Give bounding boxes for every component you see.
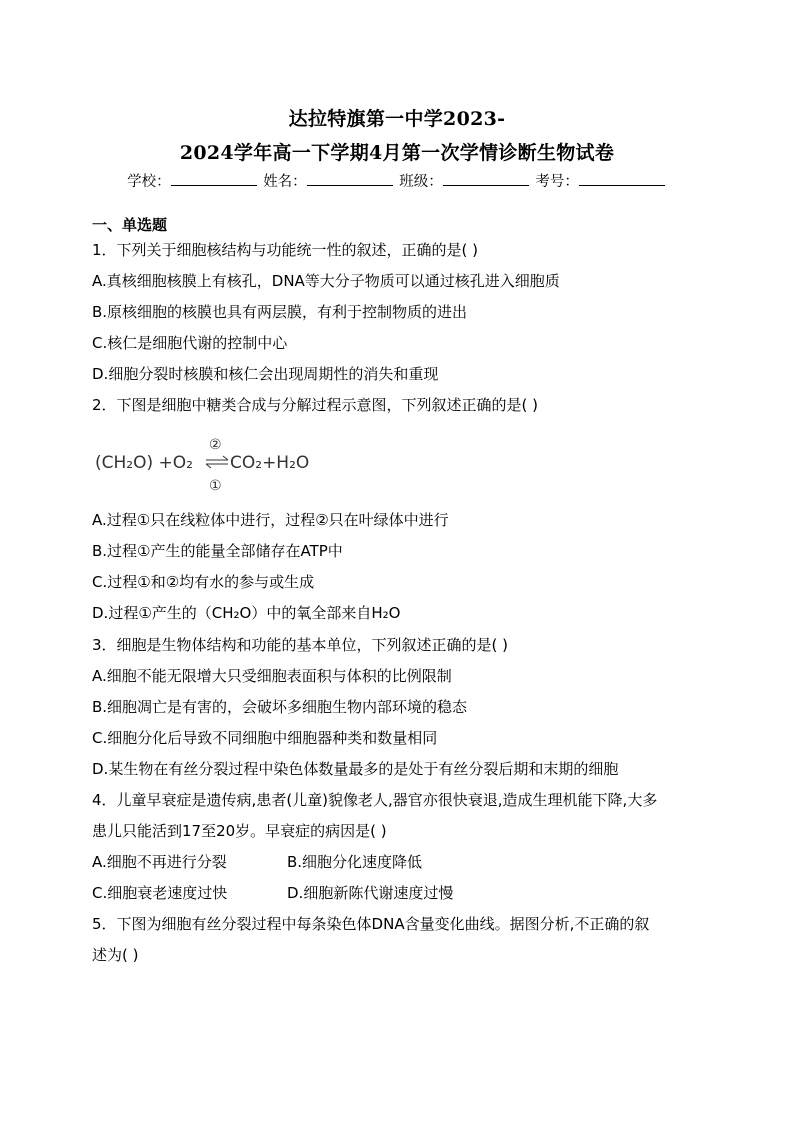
question-5-stem-line2: 述为( )	[92, 946, 139, 964]
question-4-option-b: B.细胞分化速度降低	[287, 853, 423, 871]
question-3-stem: 3．细胞是生物体结构和功能的基本单位，下列叙述正确的是( )	[92, 636, 509, 654]
school-blank[interactable]	[171, 171, 257, 186]
student-info-row	[0, 170, 794, 191]
question-4-option-d: D.细胞新陈代谢速度过慢	[287, 884, 454, 902]
question-1-option-b: B.原核细胞的核膜也具有两层膜，有利于控制物质的进出	[92, 303, 468, 321]
question-2-option-d: D.过程①产生的（CH₂O）中的氧全部来自H₂O	[92, 604, 401, 622]
question-3-option-a: A.细胞不能无限增大只受细胞表面积与体积的比例限制	[92, 667, 452, 685]
question-2-option-a: A.过程①只在线粒体中进行，过程②只在叶绿体中进行	[92, 511, 449, 529]
question-3-option-b: B.细胞凋亡是有害的，会破坏多细胞生物内部环境的稳态	[92, 698, 468, 716]
reaction-formula	[95, 434, 335, 494]
formula-label-bottom: ①	[209, 478, 222, 494]
question-4-stem-line2: 患儿只能活到17至20岁。早衰症的病因是( )	[92, 822, 387, 840]
name-blank[interactable]	[307, 171, 393, 186]
question-1-option-c: C.核仁是细胞代谢的控制中心	[92, 334, 288, 352]
school-label: 学校：	[127, 174, 171, 190]
question-4-stem-line1: 4．儿童早衰症是遗传病,患者(儿童)貌像老人,器官亦很快衰退,造成生理机能下降,大多	[92, 791, 658, 809]
exam-number-blank[interactable]	[579, 171, 665, 186]
question-2-option-c: C.过程①和②均有水的参与或生成	[92, 573, 315, 591]
exam-title-line2: 2024学年高一下学期4月第一次学情诊断生物试卷	[179, 142, 615, 164]
class-label: 班级：	[399, 174, 443, 190]
question-4-option-a: A.细胞不再进行分裂	[92, 853, 227, 871]
question-3-option-c: C.细胞分化后导致不同细胞中细胞器种类和数量相同	[92, 729, 438, 747]
formula-label-top: ②	[209, 437, 222, 453]
section-title: 一、单选题	[92, 216, 168, 234]
question-1-option-d: D.细胞分裂时核膜和核仁会出现周期性的消失和重现	[92, 365, 439, 383]
question-2-option-b: B.过程①产生的能量全部储存在ATP中	[92, 542, 343, 560]
question-1-stem: 1．下列关于细胞核结构与功能统一性的叙述，正确的是( )	[92, 241, 479, 259]
question-4-option-row-2	[92, 882, 454, 903]
class-blank[interactable]	[443, 171, 529, 186]
formula-right: CO₂+H₂O	[230, 453, 310, 473]
question-5-stem-line1: 5．下图为细胞有丝分裂过程中每条染色体DNA含量变化曲线。据图分析,不正确的叙	[92, 915, 650, 933]
formula-left: (CH₂O) +O₂	[95, 453, 193, 473]
arrow-top-head	[223, 456, 228, 460]
question-4-option-row-1	[92, 851, 423, 872]
arrow-bottom-head	[206, 464, 211, 468]
name-label: 姓名：	[263, 174, 307, 190]
exam-number-label: 考号：	[535, 174, 579, 190]
question-3-option-d: D.某生物在有丝分裂过程中染色体数量最多的是处于有丝分裂后期和末期的细胞	[92, 760, 619, 778]
question-1-option-a: A.真核细胞核膜上有核孔，DNA等大分子物质可以通过核孔进入细胞质	[92, 272, 560, 290]
question-4-option-c: C.细胞衰老速度过快	[92, 884, 228, 902]
question-2-stem: 2．下图是细胞中糖类合成与分解过程示意图，下列叙述正确的是( )	[92, 396, 539, 414]
exam-title-line1: 达拉特旗第一中学2023-	[288, 108, 506, 130]
